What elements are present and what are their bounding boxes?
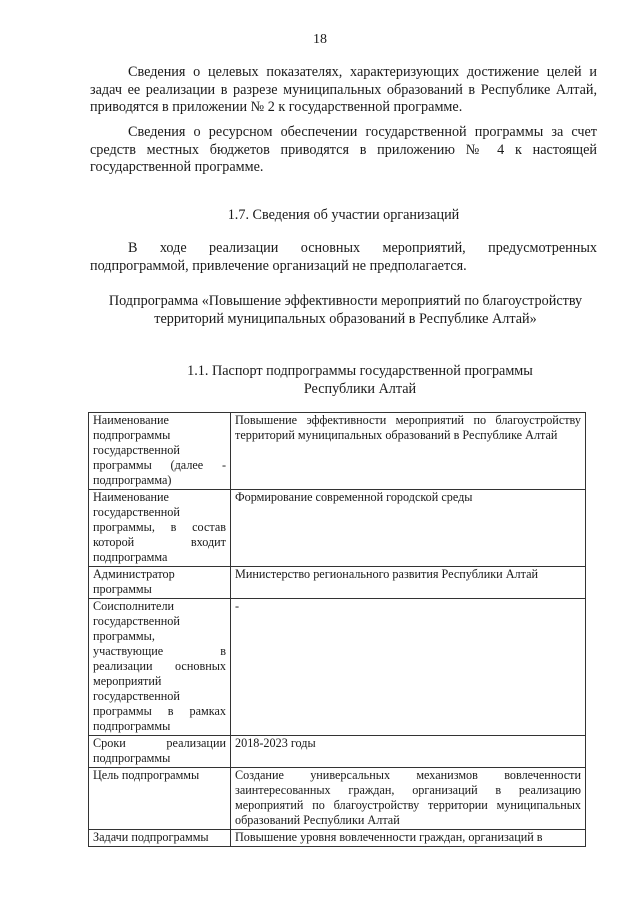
table-row bbox=[89, 736, 586, 768]
paragraph-organizations: В ходе реализации основных мероприятий, предусмотренных подпрограммой, привлечение организаций не предполагается. bbox=[90, 240, 597, 274]
table-row bbox=[89, 413, 586, 490]
row-label: Задачи подпрограммы bbox=[89, 830, 231, 847]
row-value: Министерство регионального развития Республики Алтай bbox=[231, 567, 586, 599]
paragraph-targets-info: Сведения о целевых показателях, характеризующих достижение целей и задач ее реализации в разрезе муниципальных образований в Республике Алтай, приводятся в приложении № 2 к государственной программе. bbox=[90, 64, 597, 115]
passport-table bbox=[88, 412, 586, 847]
table-row bbox=[89, 567, 586, 599]
table-row bbox=[89, 490, 586, 567]
row-value: - bbox=[231, 599, 586, 736]
row-value: 2018-2023 годы bbox=[231, 736, 586, 768]
page-number: 18 bbox=[313, 32, 327, 47]
row-label: Наименование государственной программы, в состав которой входит подпрограмма bbox=[89, 490, 231, 567]
row-label: Наименование подпрограммы государственной программы (далее - подпрограмма) bbox=[89, 413, 231, 490]
table-row bbox=[89, 599, 586, 736]
subprogram-title: Подпрограмма «Повышение эффективности мероприятий по благоустройству территорий муниципальных образований в Республике Алтай» bbox=[108, 293, 583, 327]
row-label: Администратор программы bbox=[89, 567, 231, 599]
row-value: Формирование современной городской среды bbox=[231, 490, 586, 567]
row-value: Повышение эффективности мероприятий по благоустройству территорий муниципальных образований в Республике Алтай bbox=[231, 413, 586, 490]
row-value: Повышение уровня вовлеченности граждан, организаций в bbox=[231, 830, 586, 847]
table-row bbox=[89, 768, 586, 830]
paragraph-resources-info: Сведения о ресурсном обеспечении государственной программы за счет средств местных бюджетов приводятся в приложению № 4 к настоящей государственной программе. bbox=[90, 124, 597, 175]
section-heading-organizations: 1.7. Сведения об участии организаций bbox=[227, 207, 460, 223]
row-label: Соисполнители государственной программы, участвующие в реализации основных мероприятий государственной программы в рамках подпрограммы bbox=[89, 599, 231, 736]
row-value: Создание универсальных механизмов вовлеченности заинтересованных граждан, организаций в реализацию мероприятий по благоустройству территории муниципальных образований Республики Алтай bbox=[231, 768, 586, 830]
table-row bbox=[89, 830, 586, 847]
row-label: Сроки реализации подпрограммы bbox=[89, 736, 231, 768]
row-label: Цель подпрограммы bbox=[89, 768, 231, 830]
passport-title: 1.1. Паспорт подпрограммы государственной программы Республики Алтай bbox=[187, 363, 533, 397]
